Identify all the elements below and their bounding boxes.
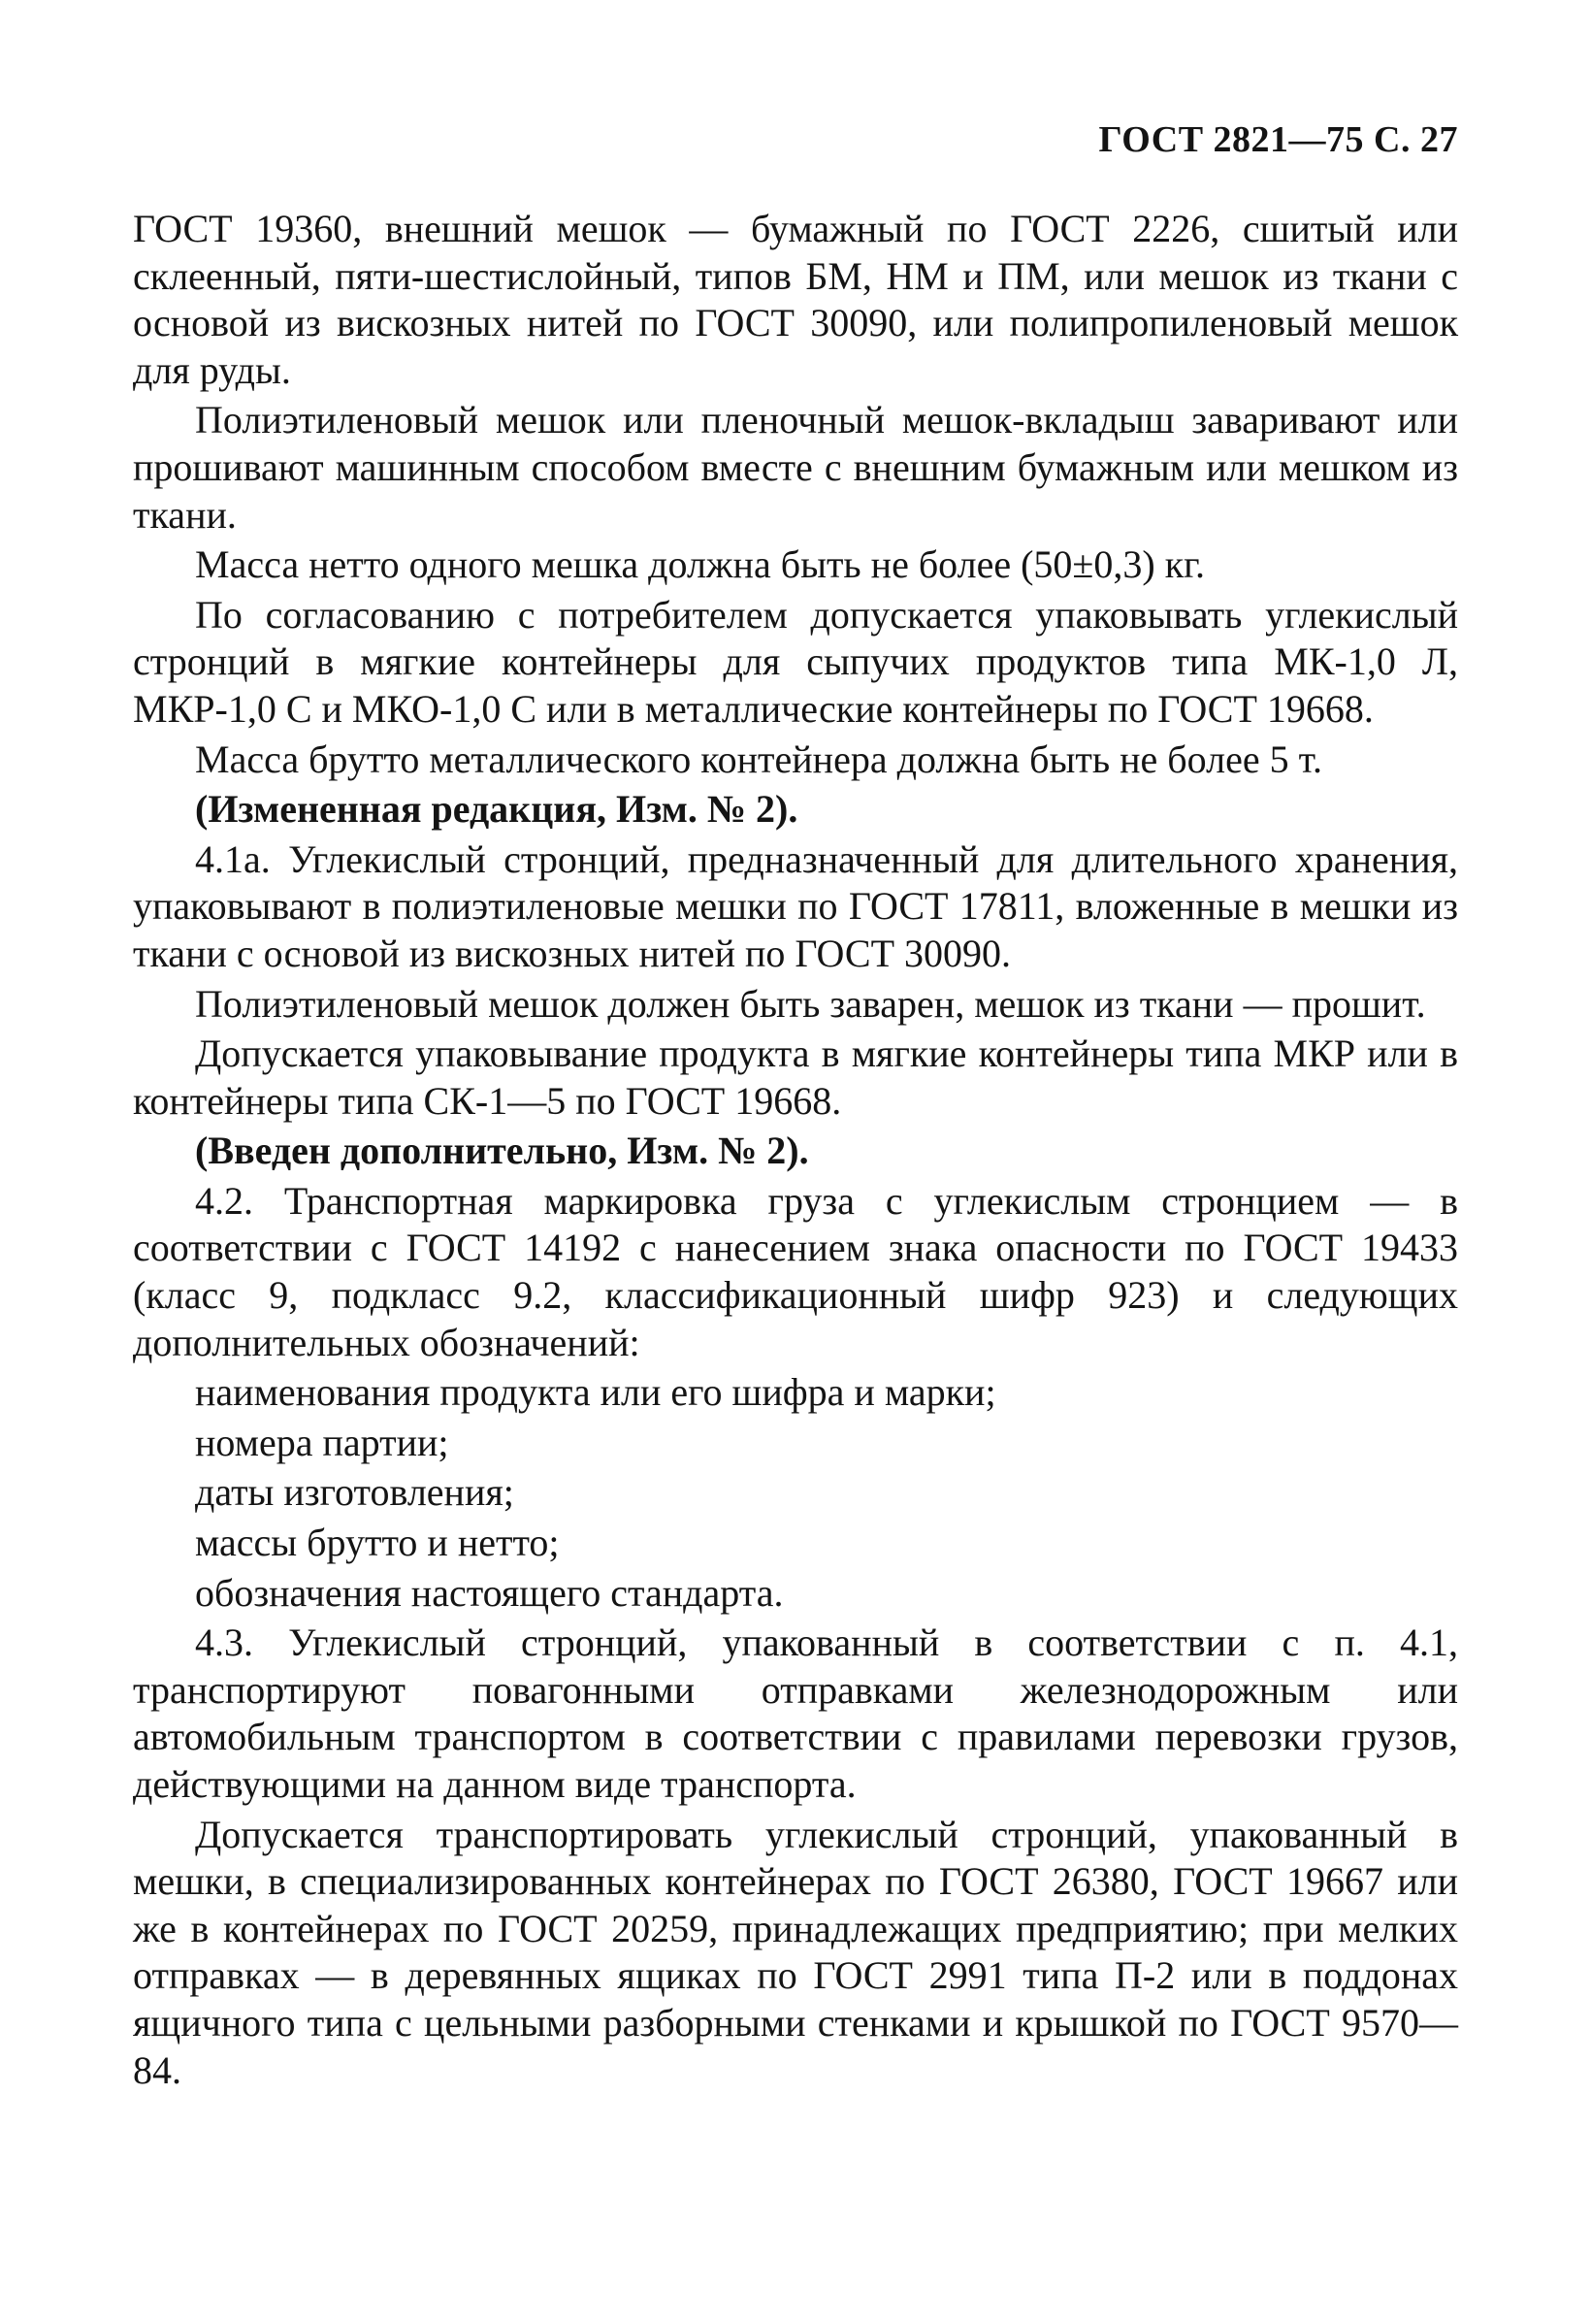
list-item: обозначения настоящего стандарта. (195, 1570, 784, 1615)
list-item: даты изготовления; (195, 1470, 514, 1515)
marking-list (133, 1369, 1458, 1617)
document-body (133, 206, 1458, 2097)
clause-4-2: 4.2. Транспортная маркировка груза с углекислым стронцием — в соответствии с ГОСТ 14192 с нанесением знака опасности по ГОСТ 19433 (класс 9, подкласс 9.2, классификационный шифр 923) и следующих дополнительных обозначений: (133, 1178, 1458, 1364)
paragraph-welded-bag: Полиэтиленовый мешок должен быть заварен, мешок из ткани — прошит. (195, 981, 1426, 1026)
paragraph-gross-mass: Масса брутто металлического контейнера должна быть не более 5 т. (195, 736, 1323, 781)
amendment-note-revised: (Измененная редакция, Изм. № 2). (195, 787, 798, 832)
clause-4-3: 4.3. Углекислый стронций, упакованный в соответствии с п. 4.1, транспортируют повагонными отправками железнодорожным или автомобильным транспортом в соответствии с правилами перевозки грузов, действующими на данном виде транспорта. (133, 1620, 1458, 1806)
paragraph-sealing: Полиэтиленовый мешок или пленочный мешок-вкладыш заваривают или прошивают машинным способом вместе с внешним бумажным или мешком из ткани. (133, 398, 1458, 537)
clause-4-1a: 4.1а. Углекислый стронций, предназначенный для длительного хранения, упаковывают в полиэтиленовые мешки по ГОСТ 17811, вложенные в мешки из ткани с основой из вискозных нитей по ГОСТ 30090. (133, 836, 1458, 975)
paragraph-containers-transport: Допускается транспортировать углекислый стронций, упакованный в мешки, в специализированных контейнерах по ГОСТ 26380, ГОСТ 19667 или же в контейнерах по ГОСТ 20259, принадлежащих предприятию; при мелких отправках — в деревянных ящиках по ГОСТ 2991 типа П-2 или в поддонах ящичного типа с цельными разборными стенками и крышкой по ГОСТ 9570—84. (133, 1812, 1458, 2092)
paragraph-continuation: ГОСТ 19360, внешний мешок — бумажный по ГОСТ 2226, сшитый или склеенный, пяти-шестислойный, типов БМ, НМ и ПМ, или мешок из ткани с основой из вискозных нитей по ГОСТ 30090, или полипропиленовый мешок для руды. (133, 207, 1458, 392)
page-header: ГОСТ 2821—75 С. 27 (1098, 119, 1458, 160)
amendment-note-introduced: (Введен дополнительно, Изм. № 2). (195, 1129, 809, 1173)
list-item: наименования продукта или его шифра и марки; (195, 1370, 996, 1415)
paragraph-net-mass: Масса нетто одного мешка должна быть не более (50±0,3) кг. (195, 542, 1206, 587)
list-item: номера партии; (195, 1420, 449, 1464)
paragraph-container-types: Допускается упаковывание продукта в мягкие контейнеры типа МКР или в контейнеры типа СК-1—5 по ГОСТ 19668. (133, 1031, 1458, 1123)
list-item: массы брутто и нетто; (195, 1521, 560, 1565)
paragraph-soft-containers: По согласованию с потребителем допускается упаковывать углекислый стронций в мягкие контейнеры для сыпучих продуктов типа МК-1,0 Л, МКР-1,0 С и МКО-1,0 С или в металлические контейнеры по ГОСТ 19668. (133, 592, 1458, 731)
